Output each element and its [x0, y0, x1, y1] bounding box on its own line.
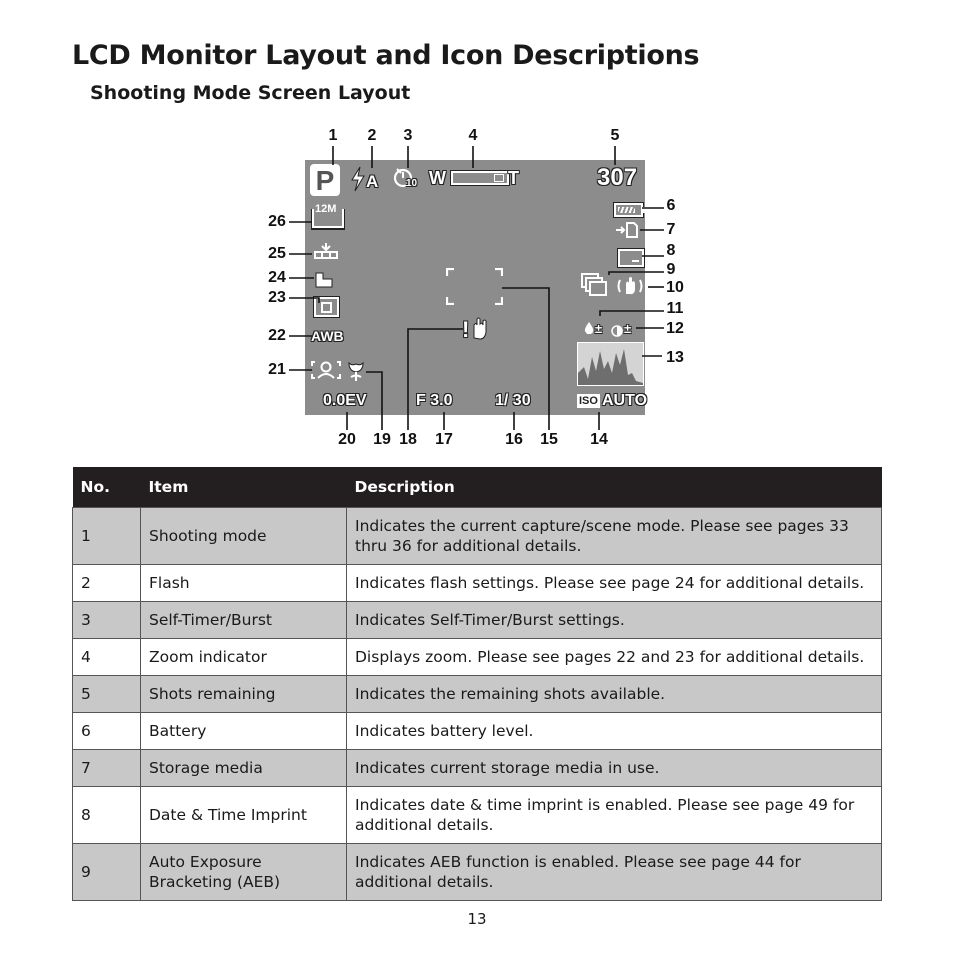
callout-12: 12: [666, 320, 684, 337]
cell-item: Flash: [141, 565, 347, 602]
table-row: [73, 639, 882, 676]
icon-description-table: [72, 467, 882, 901]
header-description: Description: [347, 467, 882, 508]
table-row: [73, 750, 882, 787]
zoom-tele-label: T: [508, 168, 519, 188]
face-detection-icon: [311, 359, 341, 385]
battery-level: [618, 207, 635, 213]
cell-description: Indicates the remaining shots available.: [347, 676, 882, 713]
cell-no: 9: [73, 844, 141, 901]
header-item: Item: [141, 467, 347, 508]
exposure-value: 0.0EV: [323, 392, 367, 409]
cell-item: Self-Timer/Burst: [141, 602, 347, 639]
aperture-value: F 3.0: [416, 392, 453, 409]
cell-description: Indicates Self-Timer/Burst settings.: [347, 602, 882, 639]
saturation-adjust-sign: ±: [595, 321, 603, 336]
zoom-bar: [451, 171, 509, 185]
shots-remaining-value: 307: [597, 164, 638, 191]
callout-14: 14: [590, 431, 608, 448]
callout-17: 17: [435, 431, 453, 448]
iso-value: AUTO: [602, 392, 648, 409]
callout-23: 23: [268, 289, 286, 306]
cell-item: Date & Time Imprint: [141, 787, 347, 844]
macro-icon: [345, 361, 367, 387]
callout-24: 24: [268, 269, 286, 286]
table-row: [73, 508, 882, 565]
storage-media-icon: [616, 221, 640, 243]
cell-item: Zoom indicator: [141, 639, 347, 676]
callout-19: 19: [373, 431, 391, 448]
callout-21: 21: [268, 361, 286, 378]
focus-frame: [446, 268, 503, 305]
resolution-icon: [312, 203, 344, 228]
callout-6: 6: [666, 197, 676, 214]
cell-no: 3: [73, 602, 141, 639]
cell-description: Indicates battery level.: [347, 713, 882, 750]
flash-auto-icon: [350, 166, 366, 196]
cell-no: 5: [73, 676, 141, 713]
cell-no: 6: [73, 713, 141, 750]
zoom-level-marker: [494, 174, 504, 182]
table-row: [73, 844, 882, 901]
callout-5: 5: [610, 127, 620, 144]
section-title: Shooting Mode Screen Layout: [90, 82, 411, 104]
shake-warning-mark: !: [462, 317, 470, 342]
aeb-icon: [581, 273, 607, 301]
cell-description: Indicates current storage media in use.: [347, 750, 882, 787]
callout-8: 8: [666, 242, 676, 259]
resolution-value: 12M: [315, 203, 337, 215]
callout-10: 10: [666, 279, 684, 296]
battery-icon: [614, 203, 643, 217]
table-row: [73, 602, 882, 639]
white-balance-label: AWB: [311, 328, 344, 344]
callout-13: 13: [666, 349, 684, 366]
shooting-mode-letter: P: [315, 165, 335, 196]
shutter-speed-value: 1/ 30: [495, 392, 531, 409]
page-title: LCD Monitor Layout and Icon Descriptions: [72, 40, 700, 71]
callout-1: 1: [328, 127, 338, 144]
callout-20: 20: [338, 431, 356, 448]
cell-no: 4: [73, 639, 141, 676]
metering-center: [321, 302, 332, 313]
table-row: [73, 787, 882, 844]
cell-description: Indicates the current capture/scene mode. Please see pages 33 thru 36 for additional details.: [347, 508, 882, 565]
iso-badge: ISO: [579, 395, 598, 407]
callout-16: 16: [505, 431, 523, 448]
callout-26: 26: [268, 213, 286, 230]
cell-item: Storage media: [141, 750, 347, 787]
cell-description: Indicates AEB function is enabled. Please see page 44 for additional details.: [347, 844, 882, 901]
zoom-wide-label: W: [429, 168, 446, 188]
table-row: [73, 676, 882, 713]
lcd-screen: [305, 160, 648, 415]
contrast-adjust-sign: ±: [624, 321, 632, 336]
cell-item: Shooting mode: [141, 508, 347, 565]
battery-tip: [643, 207, 646, 213]
callout-7: 7: [666, 221, 676, 238]
callout-11: 11: [666, 300, 684, 317]
cell-description: Displays zoom. Please see pages 22 and 23 for additional details.: [347, 639, 882, 676]
metering-icon: [314, 297, 339, 317]
sharpness-icon: [314, 242, 338, 264]
callout-9: 9: [666, 261, 676, 278]
cell-no: 7: [73, 750, 141, 787]
shooting-mode-icon: [310, 164, 340, 196]
callout-2: 2: [367, 127, 377, 144]
table-header-row: [73, 467, 882, 508]
contrast-icon: [611, 322, 623, 341]
cell-description: Indicates date & time imprint is enabled. Please see page 49 for additional details.: [347, 787, 882, 844]
date-imprint-icon: [618, 249, 644, 267]
cell-no: 1: [73, 508, 141, 565]
date-imprint-mark: [632, 260, 639, 262]
cell-no: 8: [73, 787, 141, 844]
cell-description: Indicates flash settings. Please see page 24 for additional details.: [347, 565, 882, 602]
self-timer-value: 10: [406, 178, 418, 189]
cell-item: Battery: [141, 713, 347, 750]
header-no: No.: [73, 467, 141, 508]
anti-shake-icon: [617, 276, 643, 300]
flash-mode-label: A: [366, 172, 379, 191]
histogram: [577, 342, 644, 386]
cell-item: Shots remaining: [141, 676, 347, 713]
shake-warning-icon: [471, 316, 489, 344]
callout-3: 3: [403, 127, 413, 144]
cell-no: 2: [73, 565, 141, 602]
image-quality-icon: [315, 272, 333, 292]
table-row: [73, 565, 882, 602]
callout-22: 22: [268, 327, 286, 344]
callout-18: 18: [399, 431, 417, 448]
callout-15: 15: [540, 431, 558, 448]
saturation-icon: [583, 320, 595, 339]
table-row: [73, 713, 882, 750]
cell-item: Auto Exposure Bracketing (AEB): [141, 844, 347, 901]
callout-4: 4: [468, 127, 478, 144]
callout-25: 25: [268, 245, 286, 262]
page-number: 13: [467, 910, 487, 928]
